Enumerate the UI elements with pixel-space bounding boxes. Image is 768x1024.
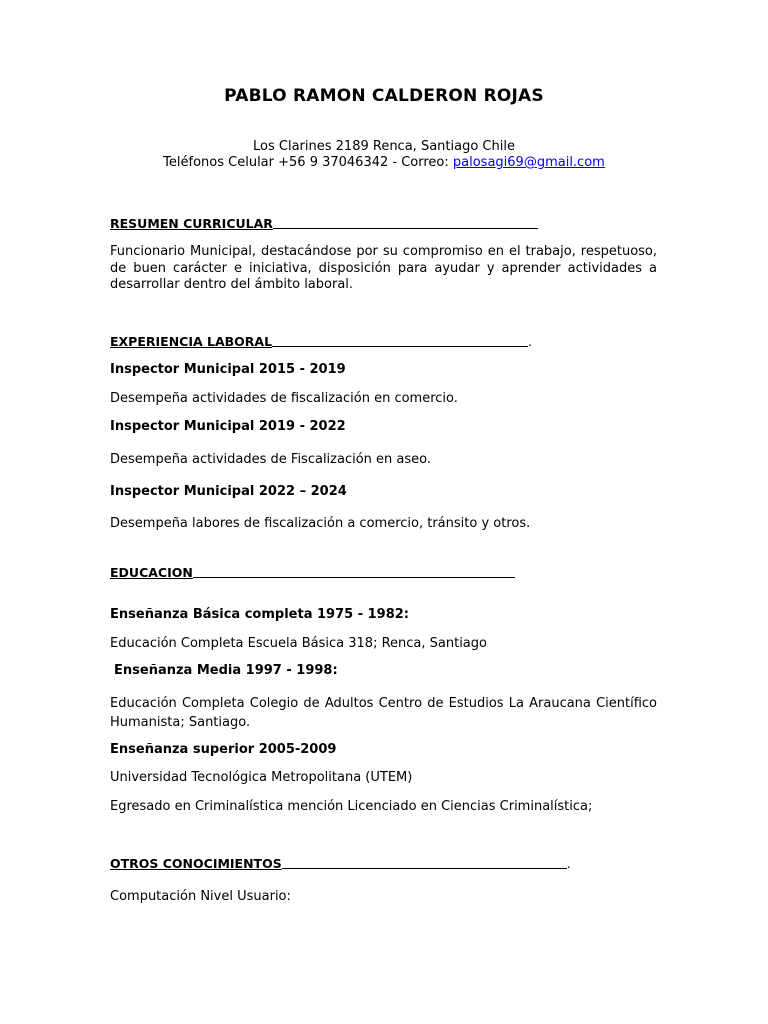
heading-rule [272, 345, 528, 347]
heading-rule [273, 227, 538, 229]
email-link[interactable]: palosagi69@gmail.com [452, 155, 605, 170]
job-description: Desempeña actividades de fiscalización en comercio. [110, 391, 458, 406]
job-description: Desempeña labores de fiscalización a comercio, tránsito y otros. [110, 516, 531, 531]
education-description: Educación Completa Colegio de Adultos Centro de Estudios La Araucana Científico Humanista; Santiago. [110, 696, 657, 730]
section-heading-other: OTROS CONOCIMIENTOS . [110, 856, 571, 871]
education-description: Universidad Tecnológica Metropolitana (UTEM) [110, 770, 413, 785]
skill-item: Computación Nivel Usuario: [110, 889, 291, 904]
job-title: Inspector Municipal 2022 – 2024 [110, 484, 347, 499]
job-description: Desempeña actividades de Fiscalización en aseo. [110, 452, 432, 467]
section-heading-label: OTROS CONOCIMIENTOS [110, 856, 282, 871]
contact-line [0, 155, 768, 170]
education-description: Egresado en Criminalística mención Licenciado en Ciencias Criminalística; [110, 799, 593, 814]
address-line: Los Clarines 2189 Renca, Santiago Chile [253, 139, 515, 154]
section-heading-summary [110, 216, 538, 231]
summary-paragraph: Funcionario Municipal, destacándose por su compromiso en el trabajo, respetuoso, de buen carácter e iniciativa, disposición para ayudar y aprender actividades a desarrollar dentro del ámbito laboral. [110, 244, 657, 292]
job-title: Inspector Municipal 2015 - 2019 [110, 362, 346, 377]
education-description: Educación Completa Escuela Básica 318; Renca, Santiago [110, 636, 487, 651]
education-title: Enseñanza superior 2005-2009 [110, 742, 337, 757]
job-title: Inspector Municipal 2019 - 2022 [110, 419, 346, 434]
education-title: Enseñanza Básica completa 1975 - 1982: [110, 607, 409, 622]
education-title: Enseñanza Media 1997 - 1998: [114, 663, 338, 678]
section-heading-label: EDUCACION [110, 565, 193, 580]
section-heading-label: EXPERIENCIA LABORAL [110, 334, 273, 349]
heading-rule [193, 576, 515, 578]
contact-label: Teléfonos Celular +56 9 37046342 - Correo: [163, 155, 453, 170]
page-title: PABLO RAMON CALDERON ROJAS [224, 86, 544, 106]
section-heading-label: RESUMEN CURRICULAR [110, 216, 273, 231]
heading-rule [282, 867, 567, 869]
section-heading-education [110, 565, 515, 580]
section-heading-experience: EXPERIENCIA LABORAL . [110, 334, 533, 349]
